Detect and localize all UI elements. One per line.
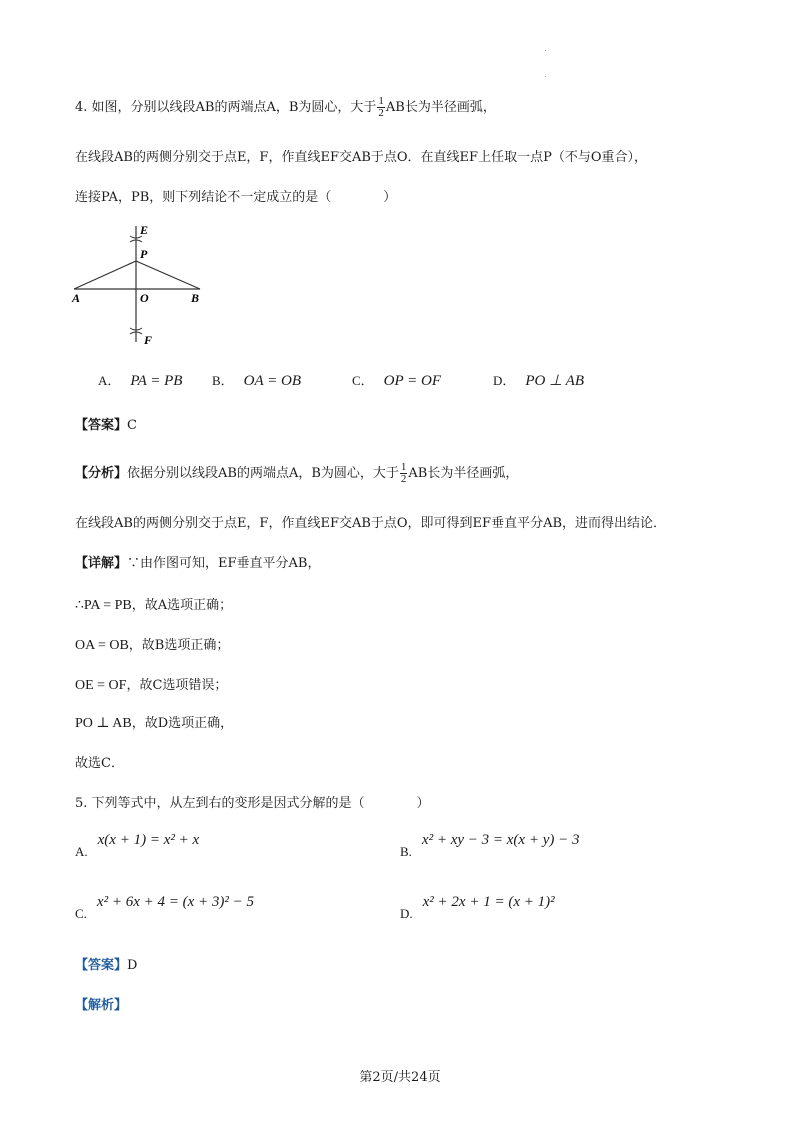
q5-option-a: A.x(x + 1) = x² + x [75,832,200,859]
q4-analysis-line2: 在线段AB的两侧分别交于点E，F，作直线EF交AB于点O，即可得到EF垂直平分AB，进而得出结论． [75,516,667,531]
label-a: A [72,291,81,305]
q4-analysis-line1: 【分析】依据分别以线段AB的两端点A，B为圆心，大于 $\frac{1}{2}$ AB长为半径画弧， [75,461,519,485]
fraction-half: $\frac{1}{2}$ [378,95,384,119]
q4-option-b: B． OA = OB [212,373,302,389]
q4-step-c: OE = OF，故C选项错误； [75,678,228,693]
q4-step-b: OA = OB，故B选项正确； [75,638,230,653]
q5-option-d: D.x² + 2x + 1 = (x + 1)² [400,894,555,921]
page-footer: 第2页/共24页 [359,1070,441,1085]
q4-stem-line2: 在线段AB的两侧分别交于点E，F，作直线EF交AB于点O．在直线EF上任取一点P（不与O重合）， [75,150,647,165]
q4-option-a: A． PA = PB [98,373,183,389]
segment-pa [74,261,136,289]
q4-stem-text: 4. 如图，分别以线段AB的两端点A，B为圆心，大于 [75,100,377,115]
q4-stem-text: AB长为半径画弧， [385,100,496,115]
label-b: B [191,291,200,305]
q5-stem: 5. 下列等式中，从左到右的变形是因式分解的是（ ） [75,796,430,811]
q5-option-c: C.x² + 6x + 4 = (x + 3)² − 5 [75,894,254,921]
q4-option-c: C． OP = OF [352,373,442,389]
q4-answer: 【答案】C [75,418,137,433]
q4-detail-intro: 【详解】∵由作图可知，EF垂直平分AB， [75,556,321,571]
q4-step-d: PO ⊥ AB，故D选项正确， [75,716,234,731]
label-f: F [144,333,153,347]
geometry-figure [66,220,216,350]
q4-option-d: D． PO ⊥ AB [493,373,585,389]
label-o: O [140,291,149,305]
label-e: E [140,223,149,237]
label-p: P [140,247,148,261]
q5-option-b: B.x² + xy − 3 = x(x + y) − 3 [400,832,580,859]
scan-speck [545,50,546,51]
q4-conclusion: 故选C． [75,756,124,771]
q4-step-a: ∴PA = PB，故A选项正确； [75,598,233,613]
q4-stem-line1 [75,96,496,119]
q5-answer: 【答案】D [75,958,138,973]
scan-speck [545,76,546,77]
segment-pb [136,261,200,289]
fraction-half: $\frac{1}{2}$ [400,461,407,485]
q4-stem-line3: 连接PA，PB，则下列结论不一定成立的是（ ） [75,190,397,205]
q5-analysis: 【解析】 [75,998,128,1013]
